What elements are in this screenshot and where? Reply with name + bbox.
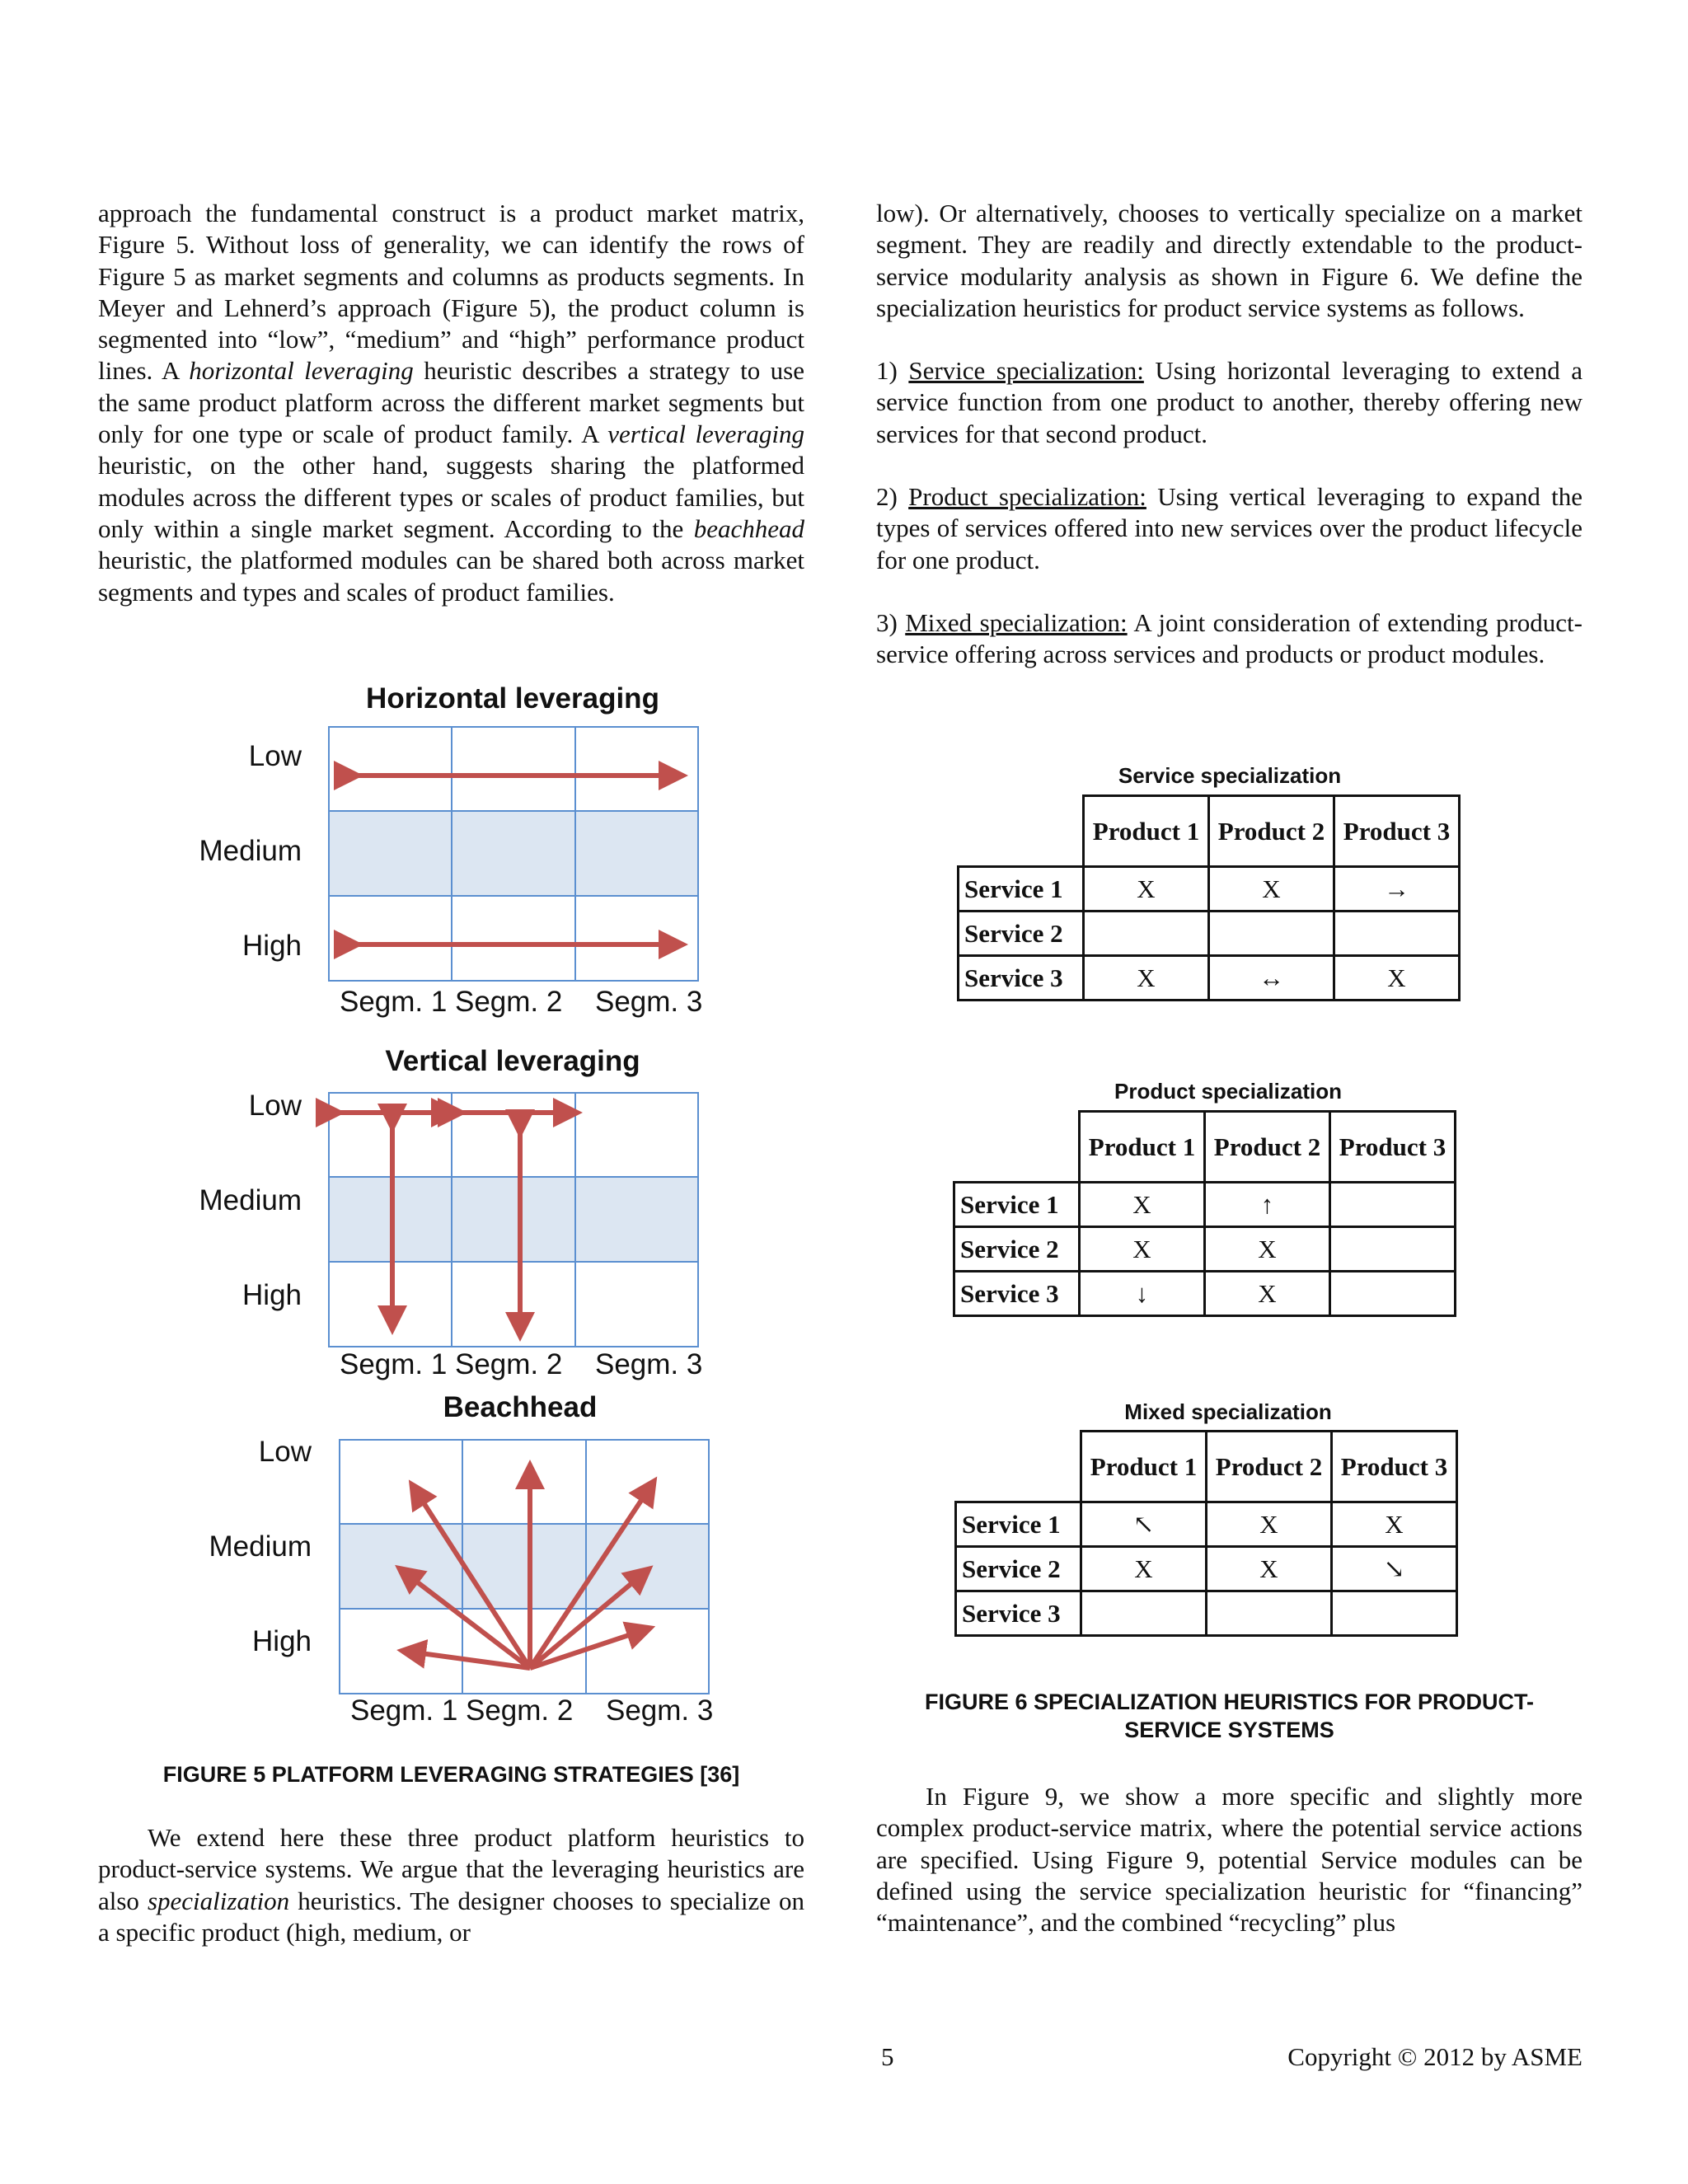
table-cell: →	[1334, 867, 1460, 912]
table-row	[959, 956, 1460, 1001]
column-header: Product 1	[1084, 796, 1209, 867]
row-header: Service 3	[956, 1591, 1081, 1636]
table-row	[959, 912, 1460, 956]
table-title-product-specialization: Product specialization	[1114, 1079, 1342, 1104]
row-header: Service 2	[954, 1227, 1080, 1272]
table-cell: X	[1209, 867, 1334, 912]
left-column-bottom	[98, 1822, 804, 1948]
right-paragraph-2: In Figure 9, we show a more specific and slightly more complex product-service matrix, where the potential service actions are specified. Using Figure 9, potential Service modules can be defined using the service specialization heuristic for “financing” “maintenance”, and the combined “recycling” plus	[876, 1782, 1582, 1938]
panel-title-beachhead: Beachhead	[443, 1391, 598, 1423]
table-row	[954, 1227, 1456, 1272]
table-row	[954, 1272, 1456, 1316]
table-cell: X	[1080, 1183, 1205, 1227]
table-row	[956, 1591, 1457, 1636]
copyright-notice: Copyright © 2012 by ASME	[1287, 2042, 1582, 2071]
column-header: Product 1	[1080, 1112, 1205, 1183]
right-paragraph-1: low). Or alternatively, chooses to vertically specialize on a market segment. They are readily and directly extendable to the product-service modularity analysis as shown in Figure 6. We define the specialization heuristics for product service systems as follows.	[876, 199, 1582, 322]
table-row	[956, 1502, 1457, 1547]
row-label-medium: Medium	[209, 1530, 312, 1563]
right-column-top	[876, 198, 1582, 671]
table-cell	[1207, 1591, 1332, 1636]
segment-label-3: Segm. 3	[595, 986, 703, 1018]
service-specialization-table	[957, 794, 1461, 1001]
table-corner	[956, 1432, 1081, 1502]
segment-label-2: Segm. 2	[466, 1694, 574, 1727]
vertical-leveraging-chart	[328, 1092, 699, 1347]
segment-label-2: Segm. 2	[455, 986, 563, 1018]
table-cell: X	[1205, 1272, 1330, 1316]
segment-label-2: Segm. 2	[455, 1348, 563, 1380]
mixed-specialization-table	[954, 1430, 1458, 1637]
row-label-medium: Medium	[199, 1184, 302, 1216]
table-cell	[1081, 1591, 1207, 1636]
beachhead-chart	[339, 1439, 710, 1694]
column-header: Product 2	[1209, 796, 1334, 867]
column-header: Product 2	[1205, 1112, 1330, 1183]
table-row	[959, 867, 1460, 912]
right-column-bottom	[876, 1781, 1582, 1938]
table-cell: X	[1207, 1502, 1332, 1547]
medium-row-band	[339, 1524, 710, 1609]
panel-title-vertical: Vertical leveraging	[385, 1045, 640, 1077]
segment-label-1: Segm. 1	[350, 1694, 458, 1727]
row-label-high: High	[252, 1625, 312, 1657]
left-column-top	[98, 198, 804, 608]
table-title-mixed-specialization: Mixed specialization	[1124, 1399, 1332, 1424]
segment-label-3: Segm. 3	[595, 1348, 703, 1380]
table-cell: X	[1207, 1547, 1332, 1591]
column-header: Product 3	[1330, 1112, 1456, 1183]
table-cell: X	[1084, 956, 1209, 1001]
segment-label-1: Segm. 1	[340, 986, 448, 1018]
table-cell	[1334, 912, 1460, 956]
figure6-caption-line1: FIGURE 6 SPECIALIZATION HEURISTICS FOR PRODUCT-	[924, 1690, 1535, 1714]
row-label-medium: Medium	[199, 835, 302, 867]
page-number: 5	[881, 2042, 894, 2071]
list-item-service-specialization: 1) Service specialization: Using horizontal leveraging to extend a service function from one product to another, thereby offering new services for that second product.	[876, 356, 1583, 448]
table-cell	[1209, 912, 1334, 956]
row-header: Service 3	[954, 1272, 1080, 1316]
table-cell: ↓	[1080, 1272, 1205, 1316]
row-label-high: High	[242, 930, 302, 962]
table-cell: X	[1334, 956, 1460, 1001]
list-item-product-specialization: 2) Product specialization: Using vertical leveraging to expand the types of services offered into new services over the product lifecycle for one product.	[876, 482, 1582, 574]
row-label-low: Low	[248, 740, 302, 772]
table-title-service-specialization: Service specialization	[1118, 763, 1342, 788]
table-cell: X	[1084, 867, 1209, 912]
figure6-caption	[876, 1688, 1582, 1744]
left-paragraph-1: approach the fundamental construct is a product market matrix, Figure 5. Without loss of generality, we can identify the rows of Figure 5 as market segments and columns as products segments. In Meyer and Lehnerd’s approach (Figure 5), the product column is segmented into “low”, “medium” and “high” performance product lines. A horizontal leveraging heuristic describes a strategy to use the same product platform across the different market segments but only for one type or scale of product family. A vertical leveraging heuristic, on the other hand, suggests sharing the platformed modules across the different types or scales of product families, but only within a single market segment. According to the beachhead heuristic, the platformed modules can be shared both across market segments and types and scales of product families.	[98, 199, 805, 607]
column-header: Product 2	[1207, 1432, 1332, 1502]
table-row	[956, 1547, 1457, 1591]
row-header: Service 1	[956, 1502, 1081, 1547]
segment-label-3: Segm. 3	[606, 1694, 714, 1727]
panel-title-horizontal: Horizontal leveraging	[366, 682, 659, 715]
row-label-low: Low	[248, 1090, 302, 1122]
table-cell: X	[1332, 1502, 1457, 1547]
table-cell	[1084, 912, 1209, 956]
table-cell: ↑	[1205, 1183, 1330, 1227]
row-header: Service 1	[954, 1183, 1080, 1227]
medium-row-band	[328, 811, 699, 896]
table-cell	[1330, 1183, 1456, 1227]
table-cell: ↔	[1209, 956, 1334, 1001]
list-item-mixed-specialization: 3) Mixed specialization: A joint consideration of extending product-service offering across services and products or product modules.	[876, 607, 1582, 669]
column-header: Product 1	[1081, 1432, 1207, 1502]
row-header: Service 2	[956, 1547, 1081, 1591]
table-row	[954, 1183, 1456, 1227]
left-paragraph-2: We extend here these three product platform heuristics to product-service systems. We argue that the leveraging heuristics are also specialization heuristics. The designer chooses to specialize on a specific product (high, medium, or	[98, 1823, 805, 1947]
figure6-caption-line2: SERVICE SYSTEMS	[1124, 1718, 1334, 1742]
table-cell: ↖	[1081, 1502, 1207, 1547]
table-cell: X	[1081, 1547, 1207, 1591]
column-header: Product 3	[1332, 1432, 1457, 1502]
table-cell	[1332, 1591, 1457, 1636]
table-cell: ↘	[1332, 1547, 1457, 1591]
table-cell	[1330, 1272, 1456, 1316]
row-header: Service 2	[959, 912, 1084, 956]
table-cell: X	[1205, 1227, 1330, 1272]
medium-row-band	[328, 1177, 699, 1262]
figure5-caption: FIGURE 5 PLATFORM LEVERAGING STRATEGIES [36]	[162, 1762, 740, 1787]
table-cell: X	[1080, 1227, 1205, 1272]
row-header: Service 3	[959, 956, 1084, 1001]
product-specialization-table	[953, 1110, 1456, 1317]
table-corner	[954, 1112, 1080, 1183]
row-label-high: High	[242, 1279, 302, 1311]
row-header: Service 1	[959, 867, 1084, 912]
horizontal-leveraging-chart	[328, 726, 699, 982]
segment-label-1: Segm. 1	[340, 1348, 448, 1380]
table-corner	[959, 796, 1084, 867]
table-cell	[1330, 1227, 1456, 1272]
column-header: Product 3	[1334, 796, 1460, 867]
row-label-low: Low	[258, 1436, 312, 1468]
